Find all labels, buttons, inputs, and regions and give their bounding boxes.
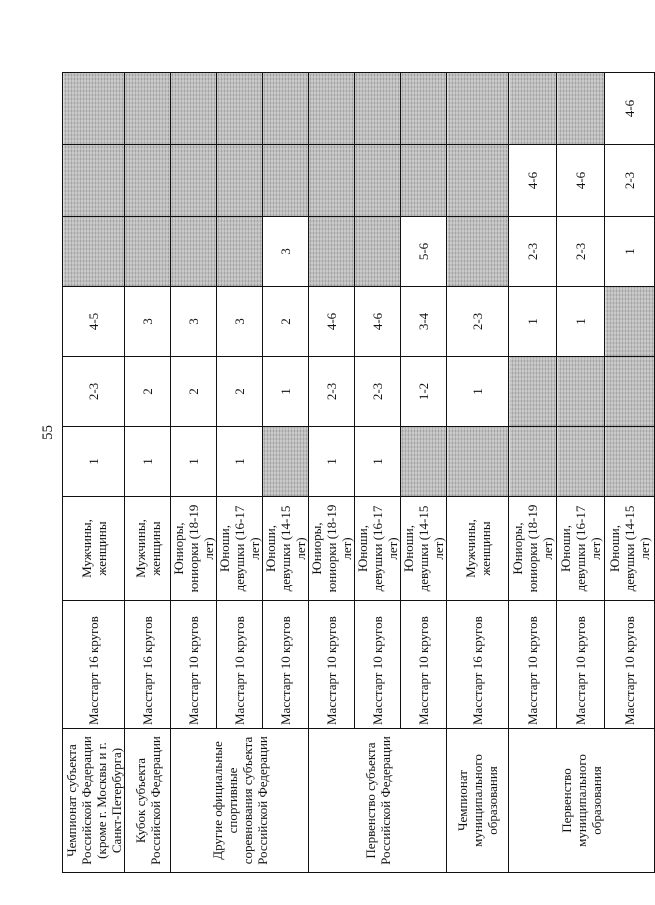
place-range-cell: 3 bbox=[171, 287, 217, 357]
program-cell: Масстарт 10 кругов bbox=[263, 601, 309, 729]
place-range-cell: 1 bbox=[509, 287, 557, 357]
table-row bbox=[309, 73, 355, 873]
place-range-cell bbox=[557, 357, 605, 427]
place-range-cell bbox=[509, 357, 557, 427]
place-range-cell: 3 bbox=[263, 217, 309, 287]
program-cell: Масстарт 10 кругов bbox=[171, 601, 217, 729]
age-group-cell: Юниоры, юниорки (18-19 лет) bbox=[509, 497, 557, 601]
place-range-cell: 2-3 bbox=[447, 287, 509, 357]
age-group-cell: Мужчины, женщины bbox=[125, 497, 171, 601]
place-range-cell bbox=[63, 73, 125, 145]
place-range-cell: 1 bbox=[263, 357, 309, 427]
age-group-cell: Юноши, девушки (16-17 лет) bbox=[217, 497, 263, 601]
age-group-cell: Юниоры, юниорки (18-19 лет) bbox=[171, 497, 217, 601]
place-range-cell bbox=[447, 145, 509, 217]
program-cell: Масстарт 10 кругов bbox=[509, 601, 557, 729]
place-range-cell bbox=[355, 217, 401, 287]
place-range-cell: 4-6 bbox=[509, 145, 557, 217]
place-range-cell bbox=[263, 73, 309, 145]
age-group-cell: Юноши, девушки (16-17 лет) bbox=[557, 497, 605, 601]
place-range-cell: 4-6 bbox=[309, 287, 355, 357]
place-range-cell bbox=[309, 73, 355, 145]
place-range-cell bbox=[63, 217, 125, 287]
place-range-cell bbox=[509, 427, 557, 497]
place-range-cell: 2-3 bbox=[309, 357, 355, 427]
place-range-cell bbox=[217, 145, 263, 217]
place-range-cell: 3 bbox=[125, 287, 171, 357]
age-group-cell: Юноши, девушки (14-15 лет) bbox=[605, 497, 655, 601]
place-range-cell: 2 bbox=[125, 357, 171, 427]
place-range-cell bbox=[125, 73, 171, 145]
ranks-table bbox=[62, 72, 655, 873]
place-range-cell: 2-3 bbox=[509, 217, 557, 287]
place-range-cell bbox=[309, 145, 355, 217]
place-range-cell: 2 bbox=[217, 357, 263, 427]
program-cell: Масстарт 10 кругов bbox=[355, 601, 401, 729]
place-range-cell: 3-4 bbox=[401, 287, 447, 357]
table-body bbox=[63, 73, 655, 873]
table-row bbox=[447, 73, 509, 873]
place-range-cell bbox=[557, 427, 605, 497]
place-range-cell: 1 bbox=[447, 357, 509, 427]
program-cell: Масстарт 10 кругов bbox=[217, 601, 263, 729]
place-range-cell bbox=[125, 217, 171, 287]
event-name-cell: Другие официальные спортивные соревнования субъекта Российской Федерации bbox=[171, 729, 309, 873]
place-range-cell bbox=[355, 73, 401, 145]
place-range-cell: 1 bbox=[557, 287, 605, 357]
program-cell: Масстарт 16 кругов bbox=[125, 601, 171, 729]
place-range-cell bbox=[263, 145, 309, 217]
place-range-cell bbox=[63, 145, 125, 217]
table-row bbox=[125, 73, 171, 873]
place-range-cell: 1 bbox=[309, 427, 355, 497]
place-range-cell bbox=[171, 145, 217, 217]
place-range-cell: 4-6 bbox=[355, 287, 401, 357]
program-cell: Масстарт 10 кругов bbox=[557, 601, 605, 729]
place-range-cell: 1 bbox=[605, 217, 655, 287]
place-range-cell bbox=[401, 427, 447, 497]
place-range-cell bbox=[557, 73, 605, 145]
age-group-cell: Юноши, девушки (14-15 лет) bbox=[263, 497, 309, 601]
place-range-cell bbox=[171, 73, 217, 145]
place-range-cell bbox=[217, 73, 263, 145]
age-group-cell: Юноши, девушки (16-17 лет) bbox=[355, 497, 401, 601]
place-range-cell: 1 bbox=[171, 427, 217, 497]
place-range-cell: 4-6 bbox=[605, 73, 655, 145]
event-name-cell: Первенство субъекта Российской Федерации bbox=[309, 729, 447, 873]
place-range-cell bbox=[605, 287, 655, 357]
age-group-cell: Юниоры, юниорки (18-19 лет) bbox=[309, 497, 355, 601]
place-range-cell: 5-6 bbox=[401, 217, 447, 287]
place-range-cell: 1 bbox=[355, 427, 401, 497]
place-range-cell bbox=[125, 145, 171, 217]
age-group-cell: Юноши, девушки (14-15 лет) bbox=[401, 497, 447, 601]
place-range-cell bbox=[171, 217, 217, 287]
table-row bbox=[63, 73, 125, 873]
place-range-cell: 2 bbox=[171, 357, 217, 427]
place-range-cell bbox=[217, 217, 263, 287]
event-name-cell: Кубок субъекта Российской Федерации bbox=[125, 729, 171, 873]
age-group-cell: Мужчины, женщины bbox=[63, 497, 125, 601]
place-range-cell: 4-6 bbox=[557, 145, 605, 217]
rotated-table-frame bbox=[62, 73, 652, 873]
place-range-cell: 4-5 bbox=[63, 287, 125, 357]
place-range-cell: 2 bbox=[263, 287, 309, 357]
event-name-cell: Первенство муниципального образования bbox=[509, 729, 655, 873]
place-range-cell bbox=[355, 145, 401, 217]
place-range-cell bbox=[401, 145, 447, 217]
program-cell: Масстарт 10 кругов bbox=[309, 601, 355, 729]
program-cell: Масстарт 10 кругов bbox=[401, 601, 447, 729]
document-sheet bbox=[62, 73, 652, 873]
place-range-cell bbox=[447, 217, 509, 287]
place-range-cell: 1-2 bbox=[401, 357, 447, 427]
place-range-cell bbox=[447, 73, 509, 145]
table-row bbox=[171, 73, 217, 873]
page-number: 55 bbox=[40, 425, 56, 440]
place-range-cell: 2-3 bbox=[355, 357, 401, 427]
place-range-cell bbox=[263, 427, 309, 497]
program-cell: Масстарт 10 кругов bbox=[605, 601, 655, 729]
event-name-cell: Чемпионат муниципального образования bbox=[447, 729, 509, 873]
place-range-cell: 1 bbox=[125, 427, 171, 497]
place-range-cell bbox=[509, 73, 557, 145]
place-range-cell: 1 bbox=[63, 427, 125, 497]
event-name-cell: Чемпионат субъекта Российской Федерации (кроме г. Москвы и г. Санкт-Петербурга) bbox=[63, 729, 125, 873]
place-range-cell: 1 bbox=[217, 427, 263, 497]
place-range-cell bbox=[605, 357, 655, 427]
program-cell: Масстарт 16 кругов bbox=[63, 601, 125, 729]
program-cell: Масстарт 16 кругов bbox=[447, 601, 509, 729]
place-range-cell bbox=[447, 427, 509, 497]
place-range-cell: 3 bbox=[217, 287, 263, 357]
place-range-cell bbox=[401, 73, 447, 145]
age-group-cell: Мужчины, женщины bbox=[447, 497, 509, 601]
table-row bbox=[509, 73, 557, 873]
place-range-cell bbox=[309, 217, 355, 287]
place-range-cell bbox=[605, 427, 655, 497]
place-range-cell: 2-3 bbox=[557, 217, 605, 287]
place-range-cell: 2-3 bbox=[605, 145, 655, 217]
place-range-cell: 2-3 bbox=[63, 357, 125, 427]
